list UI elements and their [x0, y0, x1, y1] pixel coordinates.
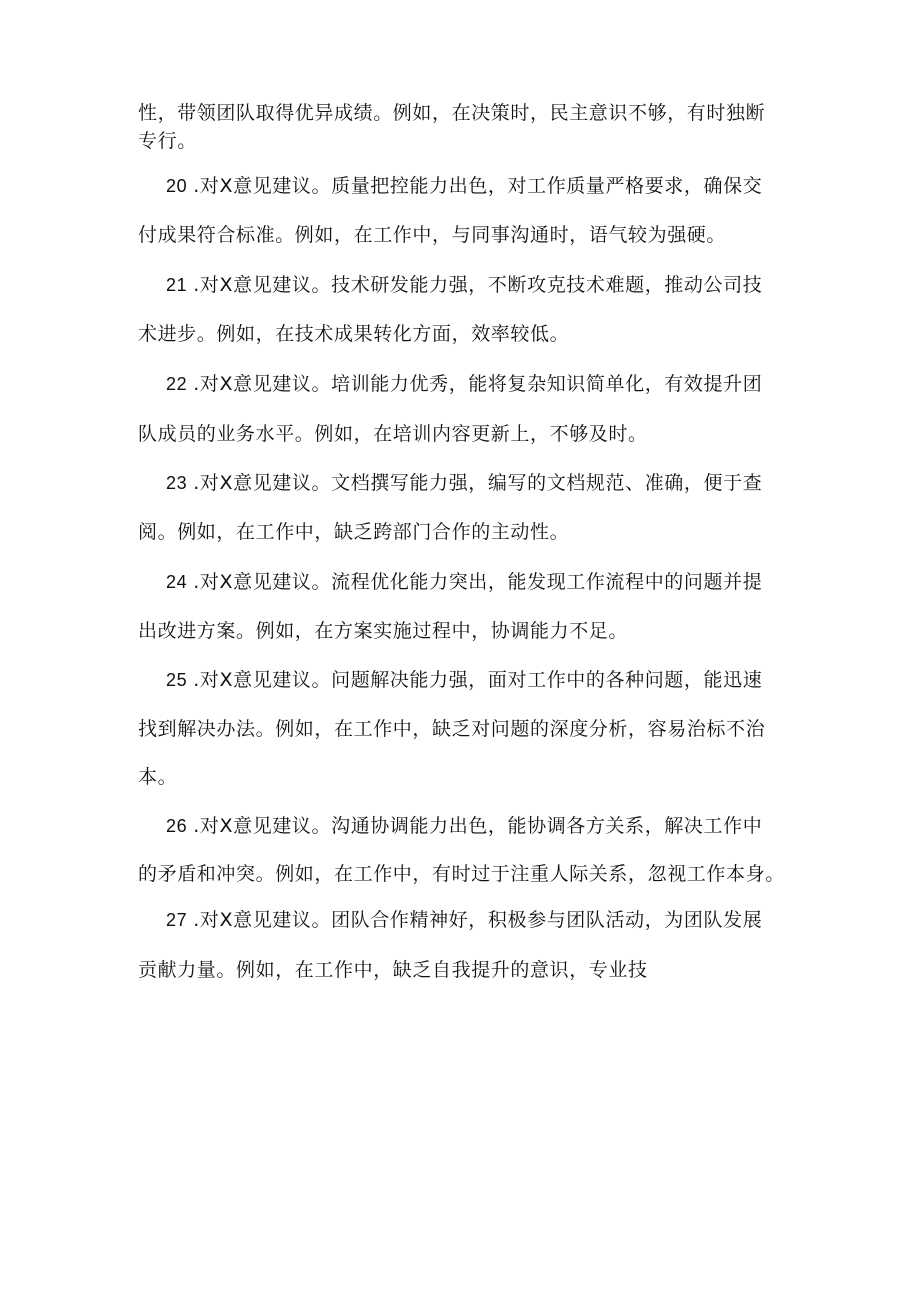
line-text: 本。 — [138, 766, 178, 788]
item-number: 27 — [166, 910, 188, 930]
list-item-25 — [138, 667, 826, 693]
list-item-21 — [138, 272, 826, 298]
item-number: 25 — [166, 670, 188, 690]
line-text: .对X意见建议。技术研发能力强，不断攻克技术难题，推动公司技 — [193, 274, 763, 296]
text-line — [138, 618, 798, 644]
list-item-24 — [138, 569, 826, 595]
text-line — [138, 222, 798, 248]
line-text: 队成员的业务水平。例如，在培训内容更新上，不够及时。 — [138, 423, 648, 445]
line-text: 找到解决办法。例如，在工作中，缺乏对问题的深度分析，容易治标不治 — [138, 718, 766, 740]
item-number: 24 — [166, 572, 188, 592]
text-line — [138, 421, 798, 447]
line-text: .对X意见建议。流程优化能力突出，能发现工作流程中的问题并提 — [193, 571, 763, 593]
text-line — [138, 764, 798, 790]
text-line — [138, 321, 798, 347]
item-number: 26 — [166, 816, 188, 836]
line-text: .对X意见建议。质量把控能力出色，对工作质量严格要求，确保交 — [193, 175, 763, 197]
text-line — [138, 519, 798, 545]
line-text: .对X意见建议。文档撰写能力强，编写的文档规范、准确，便于查 — [193, 472, 763, 494]
list-item-23 — [138, 470, 826, 496]
line-text: 的矛盾和冲突。例如，在工作中，有时过于注重人际关系，忽视工作本身。 — [138, 863, 785, 885]
item-number: 20 — [166, 176, 188, 196]
line-text: .对X意见建议。问题解决能力强，面对工作中的各种问题，能迅速 — [193, 669, 763, 691]
item-number: 21 — [166, 275, 188, 295]
line-text: 阅。例如，在工作中，缺乏跨部门合作的主动性。 — [138, 521, 570, 543]
line-text: 出改进方案。例如，在方案实施过程中，协调能力不足。 — [138, 620, 629, 642]
list-item-27 — [138, 907, 826, 933]
text-line — [138, 716, 798, 742]
list-item-20 — [138, 173, 826, 199]
text-line — [138, 957, 798, 983]
text-line — [138, 861, 798, 887]
text-line — [138, 100, 798, 126]
item-number: 22 — [166, 374, 188, 394]
line-text: 专行。 — [138, 130, 197, 152]
line-text: 术进步。例如，在技术成果转化方面，效率较低。 — [138, 323, 570, 345]
line-text: 付成果符合标准。例如，在工作中，与同事沟通时，语气较为强硬。 — [138, 224, 727, 246]
line-text: .对X意见建议。沟通协调能力出色，能协调各方关系，解决工作中 — [193, 815, 763, 837]
line-text: .对X意见建议。培训能力优秀，能将复杂知识简单化，有效提升团 — [193, 373, 763, 395]
line-text: 性，带领团队取得优异成绩。例如，在决策时，民主意识不够，有时独断 — [138, 102, 766, 124]
text-line — [138, 128, 798, 154]
item-number: 23 — [166, 473, 188, 493]
list-item-22 — [138, 371, 826, 397]
list-item-26 — [138, 813, 826, 839]
line-text: 贡献力量。例如，在工作中，缺乏自我提升的意识，专业技 — [138, 959, 648, 981]
line-text: .对X意见建议。团队合作精神好，积极参与团队活动，为团队发展 — [193, 909, 763, 931]
